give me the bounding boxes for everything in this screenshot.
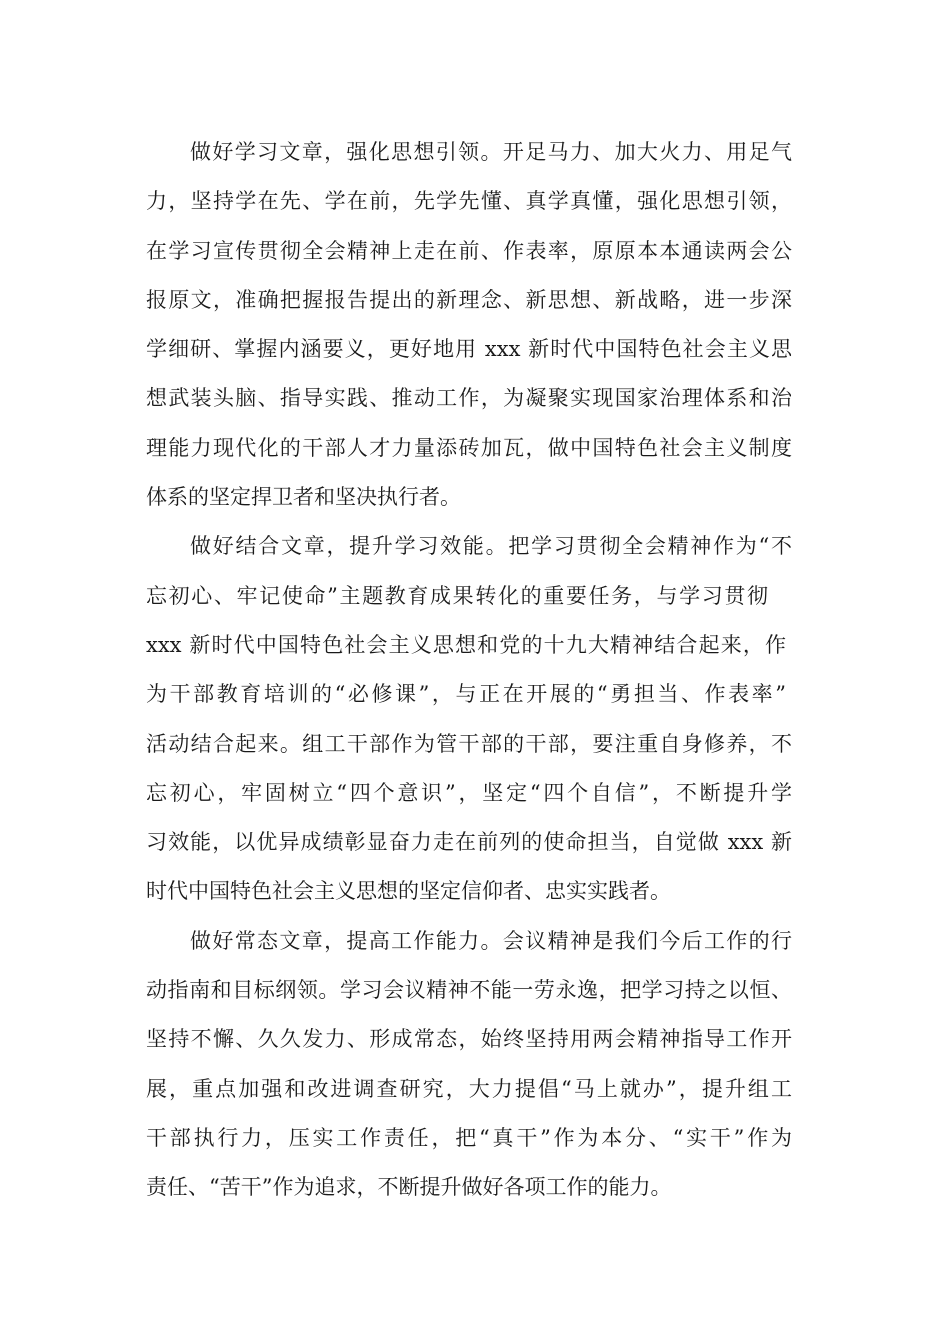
text-line: 做好常态文章，提高工作能力。会议精神是我们今后工作的行 — [190, 928, 792, 953]
text-line: 动指南和目标纲领。学习会议精神不能一劳永逸，把学习持之以恒、 — [146, 978, 792, 1003]
text-line: 学细研、掌握内涵要义，更好地用 xxx 新时代中国特色社会主义思 — [146, 337, 792, 362]
text-line: 展，重点加强和改进调查研究，大力提倡“马上就办”，提升组工 — [146, 1076, 792, 1101]
text-line: 报原文，准确把握报告提出的新理念、新思想、新战略，进一步深 — [146, 287, 792, 312]
document-body — [146, 128, 796, 1213]
text-line: 责任、“苦干”作为追求，不断提升做好各项工作的能力。 — [146, 1175, 672, 1200]
text-line: 为干部教育培训的“必修课”，与正在开展的“勇担当、作表率” — [146, 682, 786, 707]
text-line: 时代中国特色社会主义思想的坚定信仰者、忠实实践者。 — [146, 879, 671, 904]
text-line: 坚持不懈、久久发力、形成常态，始终坚持用两会精神指导工作开 — [146, 1027, 792, 1052]
text-line: 习效能，以优异成绩彰显奋力走在前列的使命担当，自觉做 xxx 新 — [146, 830, 792, 855]
text-line: 理能力现代化的干部人才力量添砖加瓦，做中国特色社会主义制度 — [146, 435, 792, 460]
text-line: 做好学习文章，强化思想引领。开足马力、加大火力、用足气 — [190, 140, 792, 164]
text-line: 忘初心，牢固树立“四个意识”，坚定“四个自信”，不断提升学 — [146, 780, 792, 805]
text-line: 干部执行力，压实工作责任，把“真干”作为本分、“实干”作为 — [146, 1125, 792, 1150]
text-line: 活动结合起来。组工干部作为管干部的干部，要注重自身修养，不 — [146, 731, 792, 756]
paragraph-combine — [146, 522, 796, 916]
text-line: 力，坚持学在先、学在前，先学先懂、真学真懂，强化思想引领， — [146, 189, 792, 214]
text-line: 体系的坚定捍卫者和坚决执行者。 — [146, 485, 461, 510]
text-line: 在学习宣传贯彻全会精神上走在前、作表率，原原本本通读两会公 — [146, 238, 792, 263]
text-line: 想武装头脑、指导实践、推动工作，为凝聚实现国家治理体系和治 — [146, 386, 792, 411]
text-line: 忘初心、牢记使命”主题教育成果转化的重要任务，与学习贯彻 — [146, 583, 768, 608]
paragraph-routine — [146, 917, 796, 1213]
paragraph-study — [146, 128, 796, 522]
text-line: xxx 新时代中国特色社会主义思想和党的十九大精神结合起来，作 — [146, 632, 786, 657]
text-line: 做好结合文章，提升学习效能。把学习贯彻全会精神作为“不 — [190, 534, 792, 559]
